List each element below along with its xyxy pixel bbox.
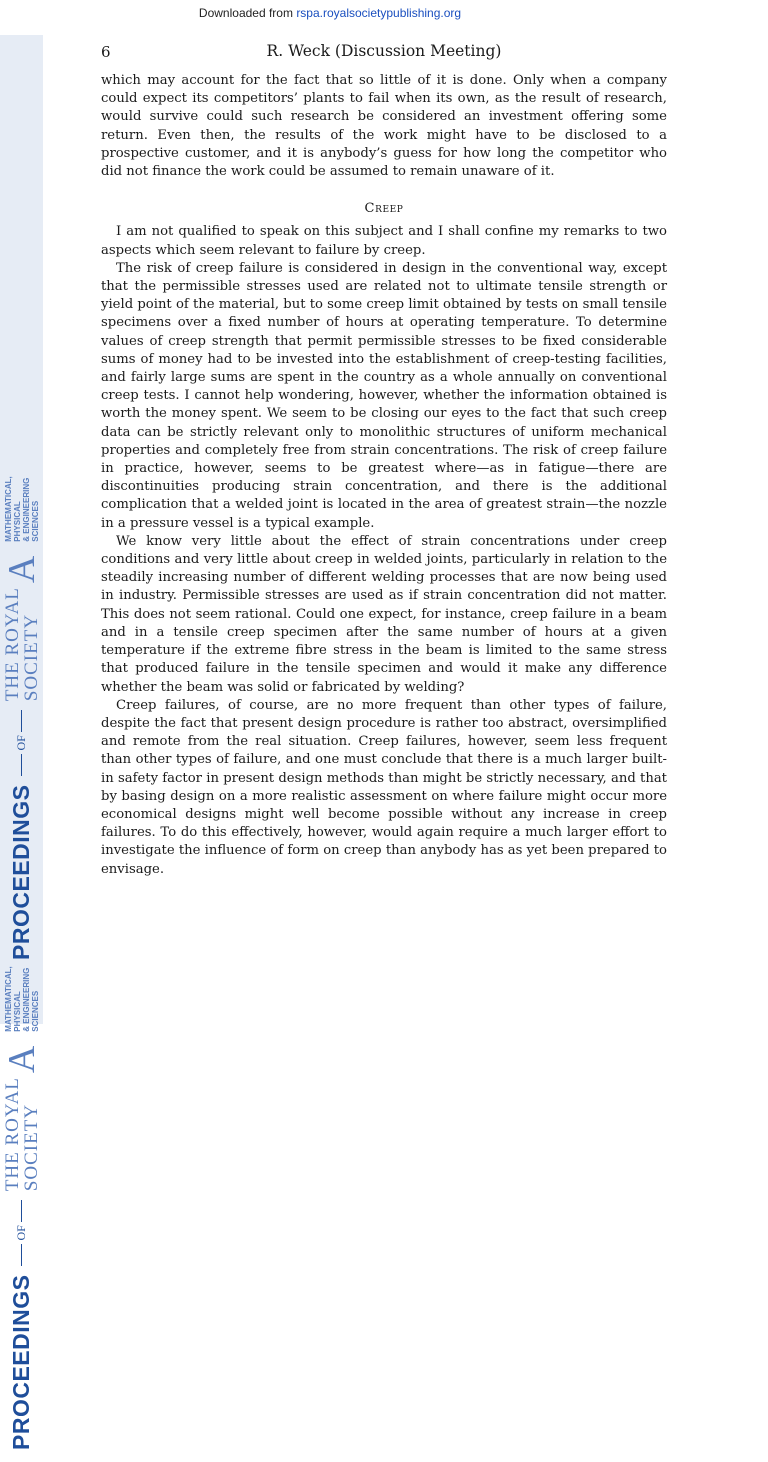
brand-proceedings: PROCEEDINGS xyxy=(8,784,34,960)
paragraph: Creep failures, of course, are no more frequent than other types of failure, despite the fact that present design procedure is rather too abstract, oversimplified and remote from the real situation. Creep failures, however, seem less frequent than other types of failure, and one must conclude that there is a much larger built-in safety factor in present design methods than might be strictly necessary, and that by basing design on a more realistic assessment on where failure might occur more economical designs might well become possible without any increase in creep failures. To do this effectively, however, would again require a much larger effort to investigate the influence of form on creep than anybody has as yet been prepared to envisage. xyxy=(101,697,667,877)
brand-of: OF xyxy=(14,707,29,778)
running-head: R. Weck (Discussion Meeting) xyxy=(266,42,502,60)
brand-proceedings: PROCEEDINGS xyxy=(8,1274,34,1450)
brand-letter-a-logo: A xyxy=(0,1045,43,1074)
brand-of: OF xyxy=(14,1197,29,1268)
journal-brand-upper xyxy=(0,35,43,960)
brand-subject-line: SCIENCES xyxy=(30,500,40,542)
brand-subject-line: MATHEMATICAL, xyxy=(3,966,13,1032)
brand-subject-line: SCIENCES xyxy=(30,990,40,1032)
brand-subject-line: & ENGINEERING xyxy=(21,967,31,1032)
paragraph: We know very little about the effect of strain concentrations under creep conditions and very little about creep in welded joints, particularly in relation to the steadily increasing number of different welding processes that are now being used in industry. Permissible stresses are used as if strain concentration did not matter. This does not seem rational. Could one expect, for instance, creep failure in a beam and in a tensile creep specimen after the same number of hours at a given temperature if the extreme fibre stress in the beam is limited to the same stress that produced failure in the tensile specimen and would it make any difference whether the beam was solid or fabricated by welding? xyxy=(101,533,667,695)
journal-brand-lower xyxy=(0,525,43,1450)
brand-subject-line: PHYSICAL xyxy=(12,991,22,1032)
article-body xyxy=(101,72,667,879)
brand-subject-line: & ENGINEERING xyxy=(21,477,31,542)
brand-letter-a-logo: A xyxy=(0,555,43,584)
brand-subject-line: MATHEMATICAL, xyxy=(3,476,13,542)
journal-sidebar xyxy=(0,35,43,1450)
brand-society: SOCIETY xyxy=(20,613,42,702)
brand-the-royal: THE ROYAL xyxy=(1,1077,23,1192)
page-number: 6 xyxy=(101,43,111,61)
paragraph: I am not qualified to speak on this subject and I shall confine my remarks to two aspects which seem relevant to failure by creep. xyxy=(101,224,667,258)
brand-the-royal: THE ROYAL xyxy=(1,587,23,702)
brand-royal-society xyxy=(3,1077,41,1191)
page-header xyxy=(101,40,667,64)
section-heading-creep: Creep xyxy=(364,201,404,217)
paragraph-continuation: which may account for the fact that so little of it is done. Only when a company could expect its competitors’ plants to fail when its own, as the result of research, would survive could such research be considered an investment offering some return. Even then, the results of the work might have to be disclosed to a prospective customer, and it is anybody’s guess for how long the competitor who did not finance the work could be assumed to remain unaware of it. xyxy=(101,73,667,180)
paragraph: The risk of creep failure is considered in design in the conventional way, except that the permissible stresses used are related not to ultimate tensile strength or yield point of the material, but to some creep limit obtained by tests on small tensile specimens over a fixed number of hours at operating temperature. To determine values of creep strength that permit permissible stresses to be fixed considerable sums of money had to be invested into the establishment of creep-testing facilities, and fairly large sums are spent in the country as a whole annually on conventional creep tests. I cannot help wondering, however, whether the information obtained is worth the money spent. We seem to be closing our eyes to the fact that such creep data can be strictly relevant only to monolithic structures of uniform mechanical properties and completely free from strain concentrations. The risk of creep failure in practice, however, seems to be greatest where—as in fatigue—there are discontinuities producing strain concentration, and there is the additional complication that a welded joint is located in the area of greatest strain—the nozzle in a pressure vessel is a typical example. xyxy=(101,260,667,531)
download-source-link[interactable]: rspa.royalsocietypublishing.org xyxy=(296,6,462,20)
brand-society: SOCIETY xyxy=(20,1103,42,1192)
download-banner-prefix: Downloaded from xyxy=(198,6,297,20)
download-banner xyxy=(0,6,660,20)
brand-subjects xyxy=(4,966,40,1031)
brand-subject-line: PHYSICAL xyxy=(12,501,22,542)
